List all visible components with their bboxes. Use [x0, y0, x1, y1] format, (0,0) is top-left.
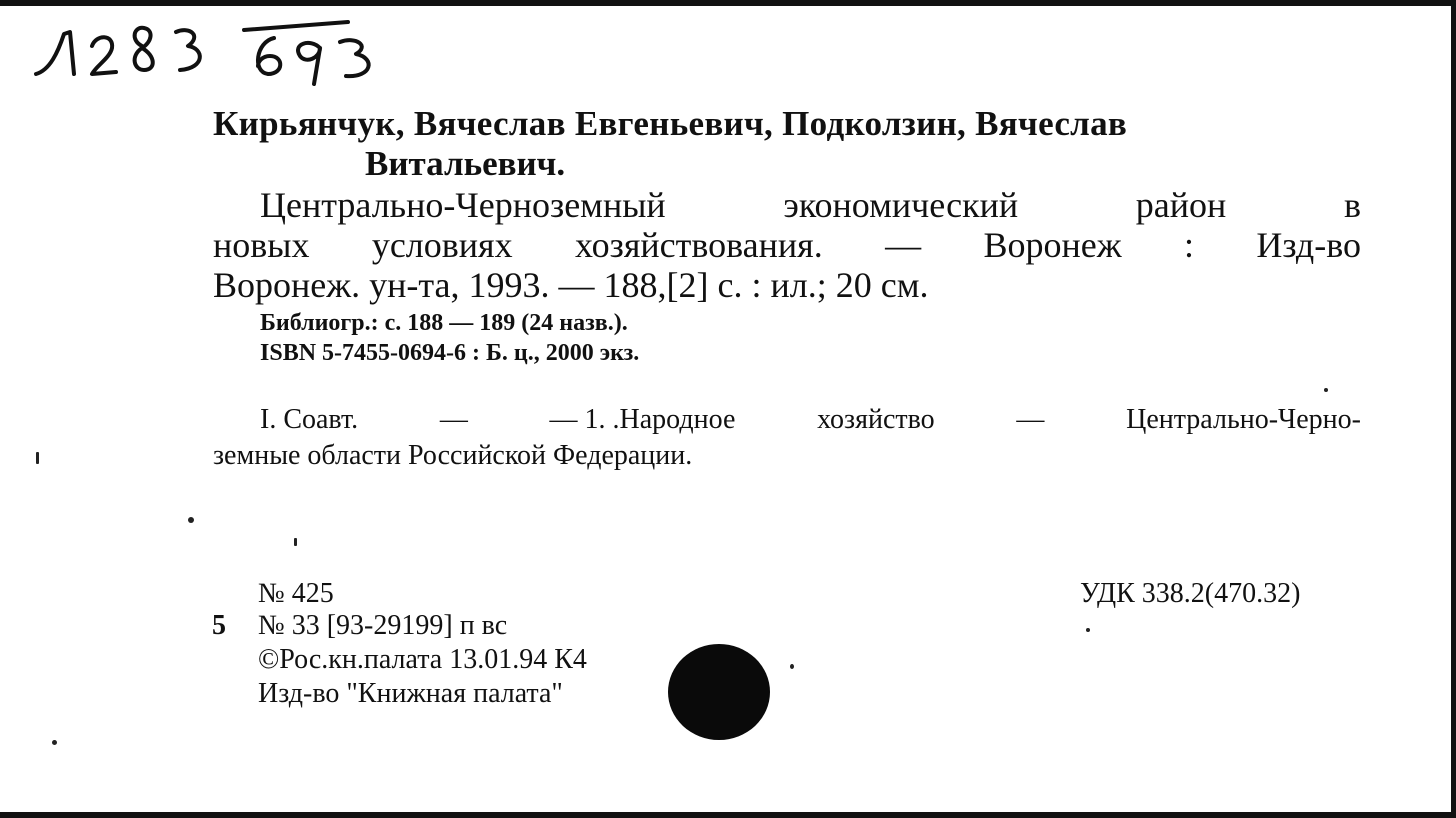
author-line-2: Витальевич.: [365, 144, 566, 183]
ink-speck: [1086, 628, 1090, 632]
ink-speck: [52, 740, 57, 745]
bibliography-note: Библиогр.: с. 188 — 189 (24 назв.).: [260, 310, 628, 336]
tracing-item: — 1. .Народное: [549, 404, 736, 435]
title-word: Центрально-Черноземный: [260, 185, 666, 225]
title-word: Воронеж: [983, 225, 1122, 265]
udk-code: УДК 338.2(470.32): [1080, 578, 1301, 609]
title-word: :: [1183, 225, 1194, 265]
card-border-bottom: [0, 812, 1456, 818]
tracing-line-1: [260, 404, 1361, 436]
title-word: новых: [213, 225, 310, 265]
ink-speck: [188, 517, 194, 523]
tracing-item: —: [1016, 404, 1045, 435]
handwritten-number: [30, 12, 390, 92]
title-line-3: Воронеж. ун-та, 1993. — 188,[2] с. : ил.; 20 см.: [213, 265, 929, 305]
card-number: № 425: [258, 578, 334, 609]
title-word: —: [885, 225, 922, 265]
card-border-right: [1451, 0, 1456, 818]
title-line-1: [260, 184, 1361, 226]
title-word: район: [1135, 185, 1227, 225]
ink-speck: [294, 538, 297, 546]
ink-speck: [1324, 388, 1328, 392]
card-border-top: [0, 0, 1456, 6]
author-line-1: Кирьянчук, Вячеслав Евгеньевич, Подколзин, Вячеслав: [213, 104, 1128, 143]
title-word: условиях: [371, 225, 513, 265]
tracing-item: Центрально-Черно-: [1126, 404, 1361, 435]
tracing-line-2: земные области Российской Федерации.: [213, 440, 693, 471]
title-word: в: [1344, 185, 1361, 225]
ink-speck: [36, 452, 39, 464]
title-word: экономический: [783, 185, 1019, 225]
tracing-item: хозяйство: [817, 404, 935, 435]
isbn-line: ISBN 5-7455-0694-6 : Б. ц., 2000 экз.: [260, 340, 640, 366]
title-word: хозяйствования.: [574, 225, 823, 265]
title-line-2: [213, 224, 1361, 266]
ink-speck: [790, 664, 794, 669]
tracing-item: I. Соавт.: [260, 404, 359, 435]
copyright-line: ©Рос.кн.палата 13.01.94 К4: [258, 644, 587, 675]
publisher-line: Изд-во "Книжная палата": [258, 678, 563, 709]
tracing-item: —: [439, 404, 468, 435]
title-word: Изд-во: [1256, 225, 1361, 265]
ink-blot: [668, 644, 770, 740]
record-number: № 33 [93-29199] п вс: [258, 610, 508, 641]
prefix-digit: 5: [212, 610, 226, 641]
